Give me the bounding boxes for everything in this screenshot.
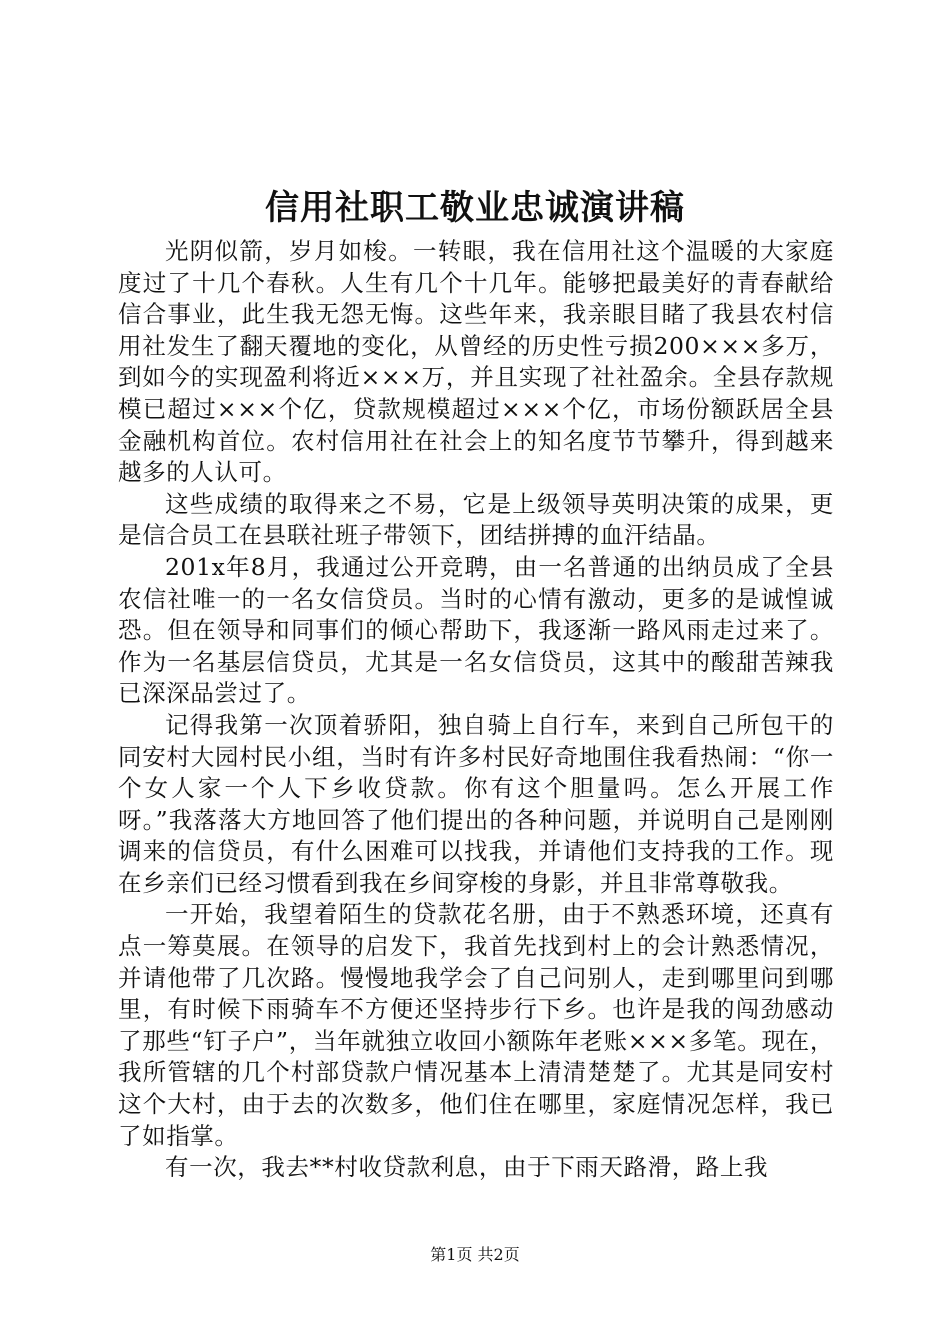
document-body (118, 236, 834, 1184)
paragraph-5: 一开始，我望着陌生的贷款花名册，由于不熟悉环境，还真有点一筹莫展。在领导的启发下，我首先找到村上的会计熟悉情况，并请他带了几次路。慢慢地我学会了自己问别人，走到哪里问到哪里，有时候下雨骑车不方便还坚持步行下乡。也许是我的闯劲感动了那些“钉子户”，当年就独立收回小额陈年老账×××多笔。现在，我所管辖的几个村部贷款户情况基本上清清楚楚了。尤其是同安村这个大村，由于去的次数多，他们住在哪里，家庭情况怎样，我已了如指掌。 (118, 900, 834, 1150)
paragraph-2: 这些成绩的取得来之不易，它是上级领导英明决策的成果，更是信合员工在县联社班子带领下，团结拼搏的血汗结晶。 (118, 489, 834, 550)
paragraph-1: 光阴似箭，岁月如梭。一转眼，我在信用社这个温暖的大家庭度过了十几个春秋。人生有几个十几年。能够把最美好的青春献给信合事业，此生我无怨无悔。这些年来，我亲眼目睹了我县农村信用社发生了翻天覆地的变化，从曾经的历史性亏损200×××多万，到如今的实现盈利将近×××万，并且实现了社社盈余。全县存款规模已超过×××个亿，贷款规模超过×××个亿，市场份额跃居全县金融机构首位。农村信用社在社会上的知名度节节攀升，得到越来越多的人认可。 (118, 237, 834, 487)
paragraph-4: 记得我第一次顶着骄阳，独自骑上自行车，来到自己所包干的同安村大园村民小组，当时有许多村民好奇地围住我看热闹：“你一个女人家一个人下乡收贷款。你有这个胆量吗。怎么开展工作呀。”我落落大方地回答了他们提出的各种问题，并说明自己是刚刚调来的信贷员，有什么困难可以找我，并请他们支持我的工作。现在乡亲们已经习惯看到我在乡间穿梭的身影，并且非常尊敬我。 (118, 710, 834, 897)
document-title: 信用社职工敬业忠诚演讲稿 (265, 188, 685, 228)
paragraph-3: 201x年8月，我通过公开竞聘，由一名普通的出纳员成了全县农信社唯一的一名女信贷员。当时的心情有激动，更多的是诚惶诚恐。但在领导和同事们的倾心帮助下，我逐渐一路风雨走过来了。作为一名基层信贷员，尤其是一名女信贷员，这其中的酸甜苦辣我已深深品尝过了。 (118, 552, 834, 708)
page-number-footer: 第1页 共2页 (430, 1245, 520, 1264)
paragraph-6: 有一次，我去**村收贷款利息，由于下雨天路滑，路上我 (165, 1153, 769, 1182)
